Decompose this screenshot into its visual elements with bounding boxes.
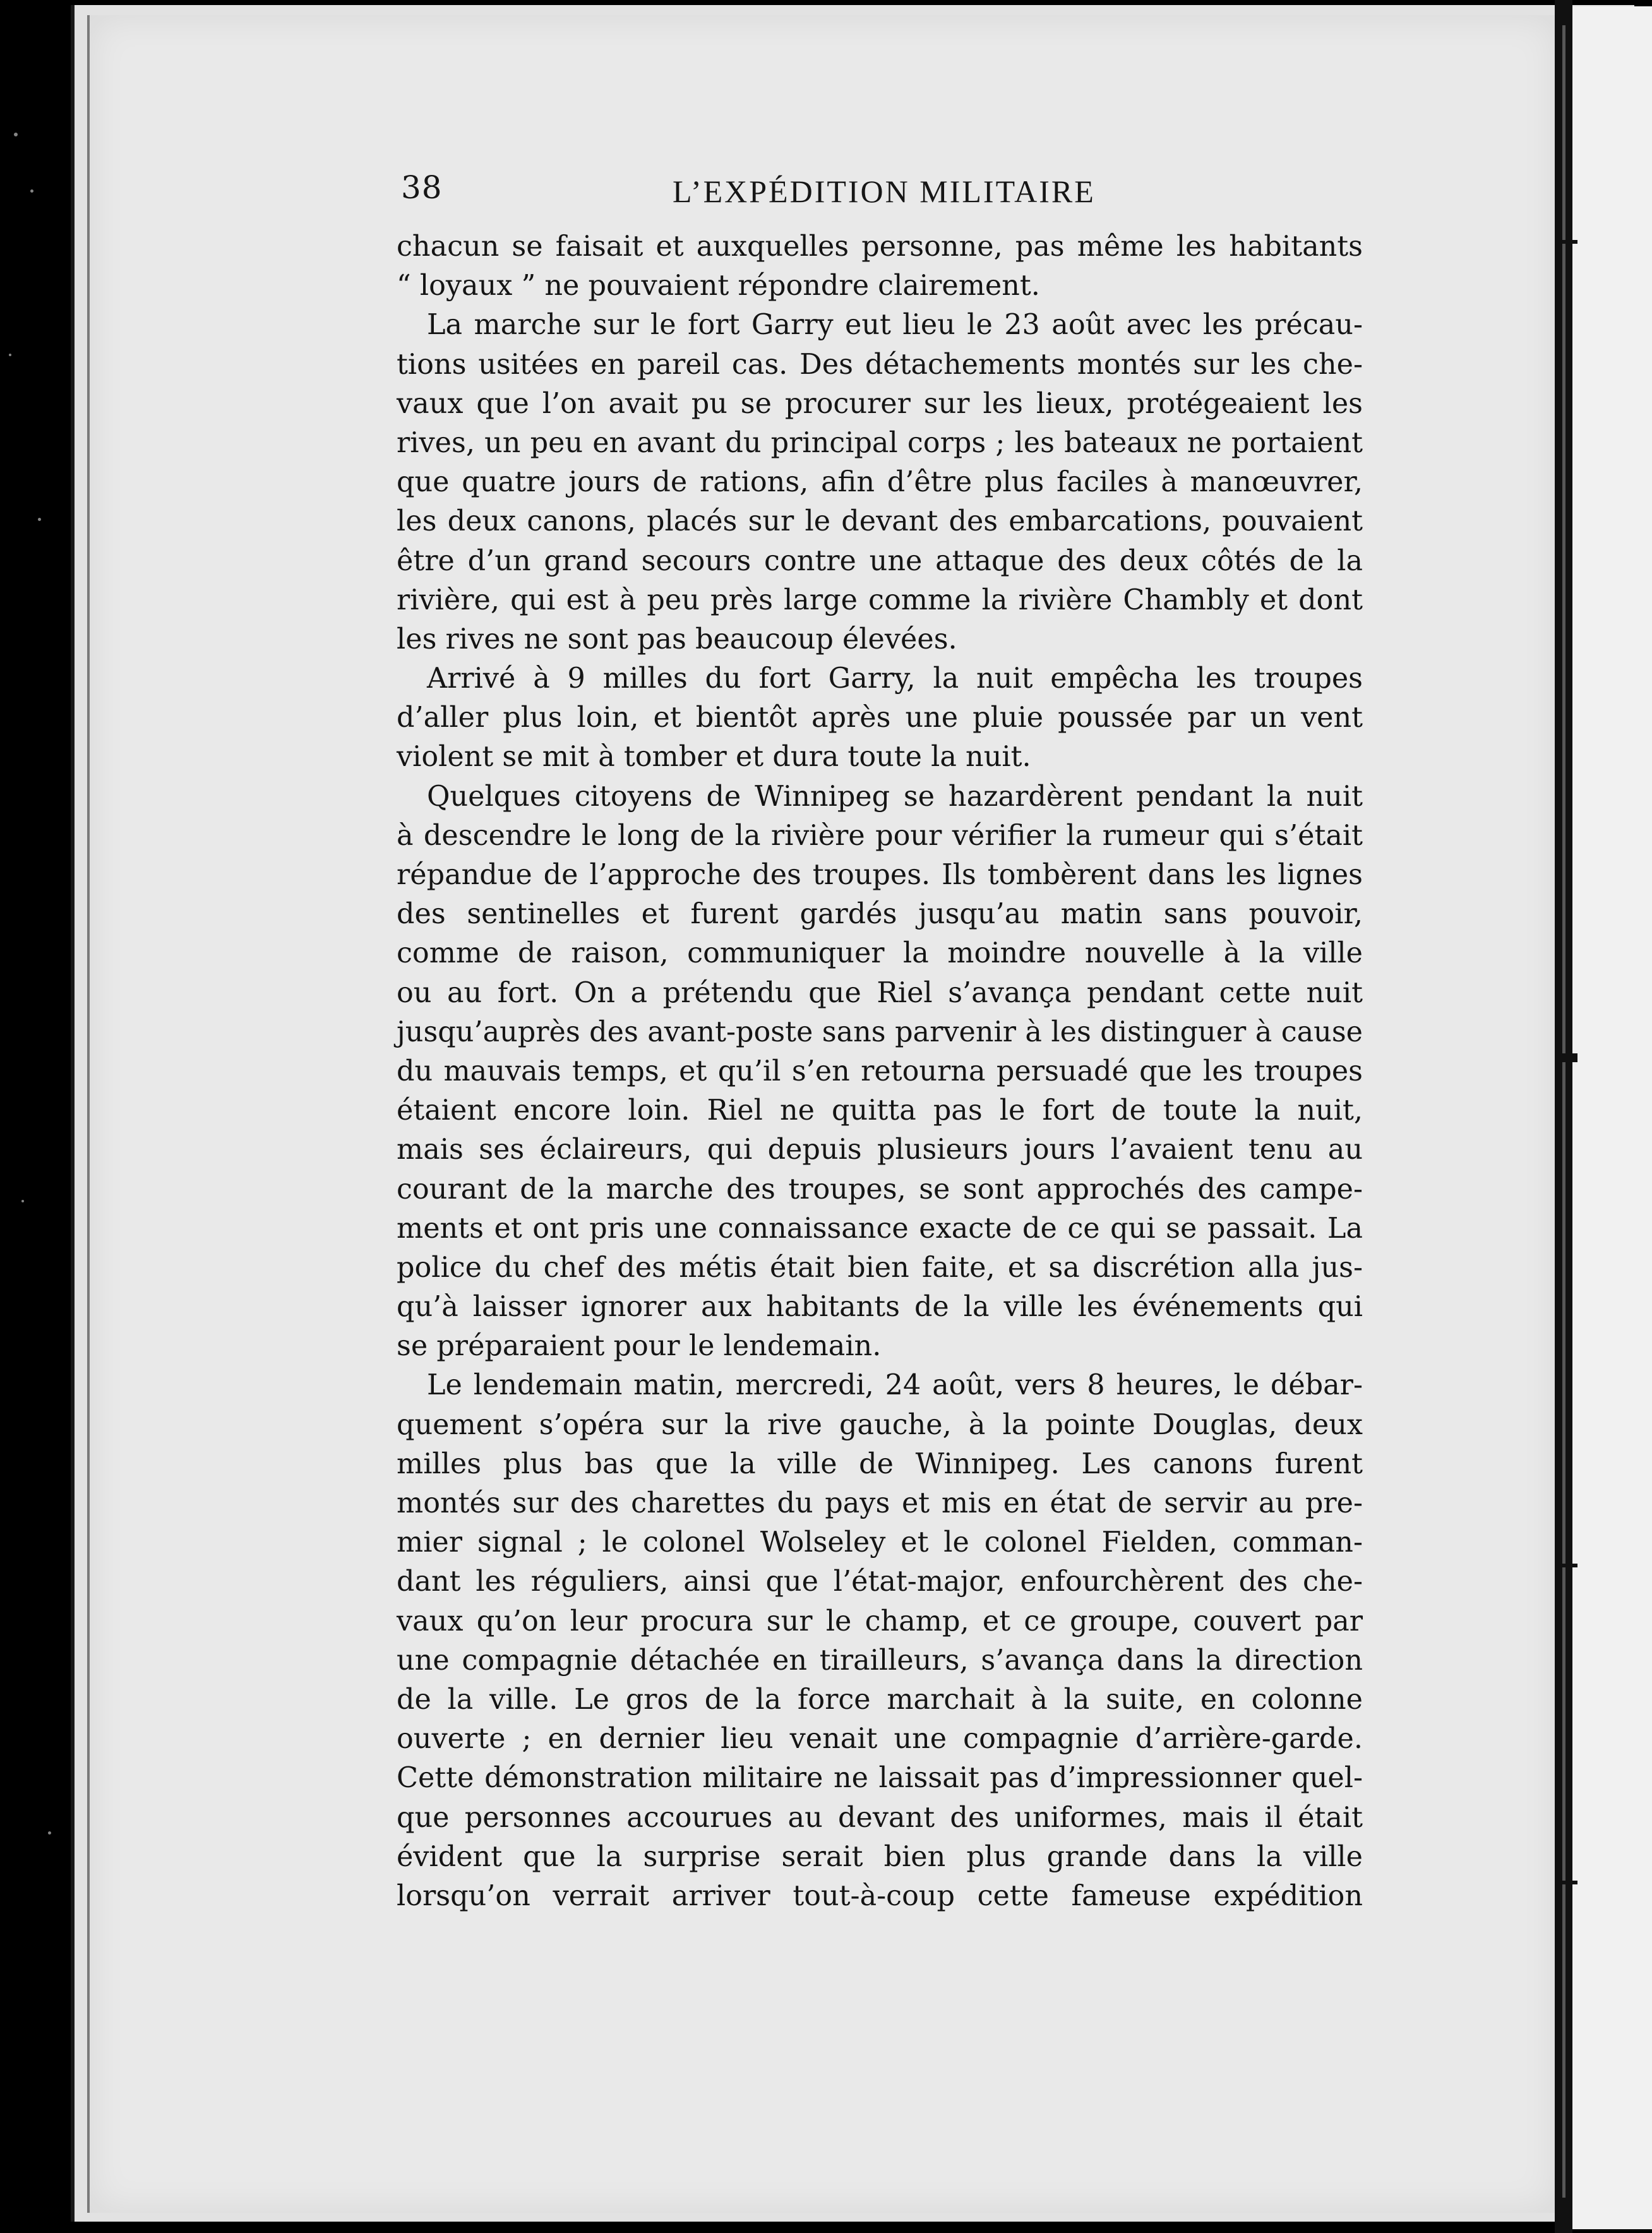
binding-mark xyxy=(1559,1053,1577,1062)
next-page-edge xyxy=(1572,6,1652,2229)
text-line: courant de la marche des troupes, se sont approchés des campe- xyxy=(397,1173,1363,1206)
text-line: Arrivé à 9 milles du fort Garry, la nuit empêcha les troupes xyxy=(427,662,1363,695)
text-line: être d’un grand secours contre une attaque des deux côtés de la xyxy=(397,544,1363,577)
text-line: de la ville. Le gros de la force marchait à la suite, en colonne xyxy=(397,1683,1363,1716)
dust-speck xyxy=(30,189,33,193)
text-line: dant les réguliers, ainsi que l’état-major, enfourchèrent des che- xyxy=(397,1565,1363,1598)
text-line: répandue de l’approche des troupes. Ils tombèrent dans les lignes xyxy=(397,859,1363,891)
text-line: lorsqu’on verrait arriver tout-à-coup cette fameuse expédition xyxy=(397,1879,1363,1912)
running-head: L’EXPÉDITION MILITAIRE xyxy=(673,174,1096,209)
binding-mark xyxy=(1559,1564,1577,1567)
text-line: vaux que l’on avait pu se procurer sur les lieux, protégeaient les xyxy=(397,387,1363,420)
text-line: montés sur des charettes du pays et mis en état de servir au pre- xyxy=(397,1487,1363,1519)
text-line: d’aller plus loin, et bientôt après une pluie poussée par un vent xyxy=(397,702,1363,734)
page-header xyxy=(401,169,1361,220)
text-line: quement s’opéra sur la rive gauche, à la pointe Douglas, deux xyxy=(397,1408,1363,1441)
page-number: 38 xyxy=(401,169,443,206)
text-line: tions usitées en pareil cas. Des détachements montés sur les che- xyxy=(397,348,1363,381)
dust-speck xyxy=(14,133,18,136)
text-line: une compagnie détachée en tirailleurs, s’avança dans la direction xyxy=(397,1644,1363,1677)
dust-speck xyxy=(48,1831,51,1835)
text-line: ments et ont pris une connaissance exacte de ce qui se passait. La xyxy=(397,1212,1363,1245)
text-line: à descendre le long de la rivière pour vérifier la rumeur qui s’était xyxy=(397,819,1363,852)
text-line: mier signal ; le colonel Wolseley et le colonel Fielden, comman- xyxy=(397,1526,1363,1559)
text-line: violent se mit à tomber et dura toute la nuit. xyxy=(397,741,1031,774)
text-line: rives, un peu en avant du principal corps ; les bateaux ne portaient xyxy=(397,426,1363,459)
text-line: se préparaient pour le lendemain. xyxy=(397,1330,882,1363)
text-line: rivière, qui est à peu près large comme la rivière Chambly et dont xyxy=(397,584,1363,616)
text-line: que personnes accourues au devant des uniformes, mais il était xyxy=(397,1801,1363,1834)
text-line: jusqu’auprès des avant-poste sans parvenir à les distinguer à cause xyxy=(397,1015,1363,1048)
binding-mark xyxy=(1559,240,1577,244)
text-line: Cette démonstration militaire ne laissait pas d’impressionner quel- xyxy=(397,1762,1363,1795)
text-line: mais ses éclaireurs, qui depuis plusieurs jours l’avaient tenu au xyxy=(397,1134,1363,1166)
text-line: ouverte ; en dernier lieu venait une compagnie d’arrière-garde. xyxy=(397,1723,1363,1756)
body-text xyxy=(397,227,1363,1916)
text-line: vaux qu’on leur procura sur le champ, et ce groupe, couvert par xyxy=(397,1605,1363,1637)
text-line: La marche sur le fort Garry eut lieu le 23 août avec les précau- xyxy=(427,309,1363,342)
text-line: du mauvais temps, et qu’il s’en retourna persuadé que les troupes xyxy=(397,1055,1363,1087)
text-line: que quatre jours de rations, afin d’être plus faciles à manœuvrer, xyxy=(397,466,1363,499)
text-line: police du chef des métis était bien faite, et sa discrétion alla jus- xyxy=(397,1251,1363,1284)
text-line: évident que la surprise serait bien plus grande dans la ville xyxy=(397,1840,1363,1873)
text-line: chacun se faisait et auxquelles personne, pas même les habitants xyxy=(397,230,1363,263)
text-line: milles plus bas que la ville de Winnipeg. Les canons furent xyxy=(397,1447,1363,1480)
text-line: qu’à laisser ignorer aux habitants de la ville les événements qui xyxy=(397,1291,1363,1324)
binding-edge xyxy=(1562,25,1565,2198)
text-line: comme de raison, communiquer la moindre nouvelle à la ville xyxy=(397,937,1363,970)
dust-speck xyxy=(9,354,11,356)
text-line: Le lendemain matin, mercredi, 24 août, vers 8 heures, le débar- xyxy=(427,1369,1363,1402)
text-line: des sentinelles et furent gardés jusqu’au matin sans pouvoir, xyxy=(397,898,1363,931)
text-line: “ loyaux ” ne pouvaient répondre clairement. xyxy=(397,270,1040,302)
text-line: les rives ne sont pas beaucoup élevées. xyxy=(397,623,957,656)
dust-speck xyxy=(21,1200,24,1202)
text-line: Quelques citoyens de Winnipeg se hazardèrent pendant la nuit xyxy=(427,780,1363,813)
text-line: les deux canons, placés sur le devant des embarcations, pouvaient xyxy=(397,505,1363,538)
dust-speck xyxy=(38,518,41,521)
text-line: ou au fort. On a prétendu que Riel s’avança pendant cette nuit xyxy=(397,976,1363,1009)
binding-mark xyxy=(1559,1881,1577,1884)
text-line: étaient encore loin. Riel ne quitta pas le fort de toute la nuit, xyxy=(397,1094,1363,1127)
